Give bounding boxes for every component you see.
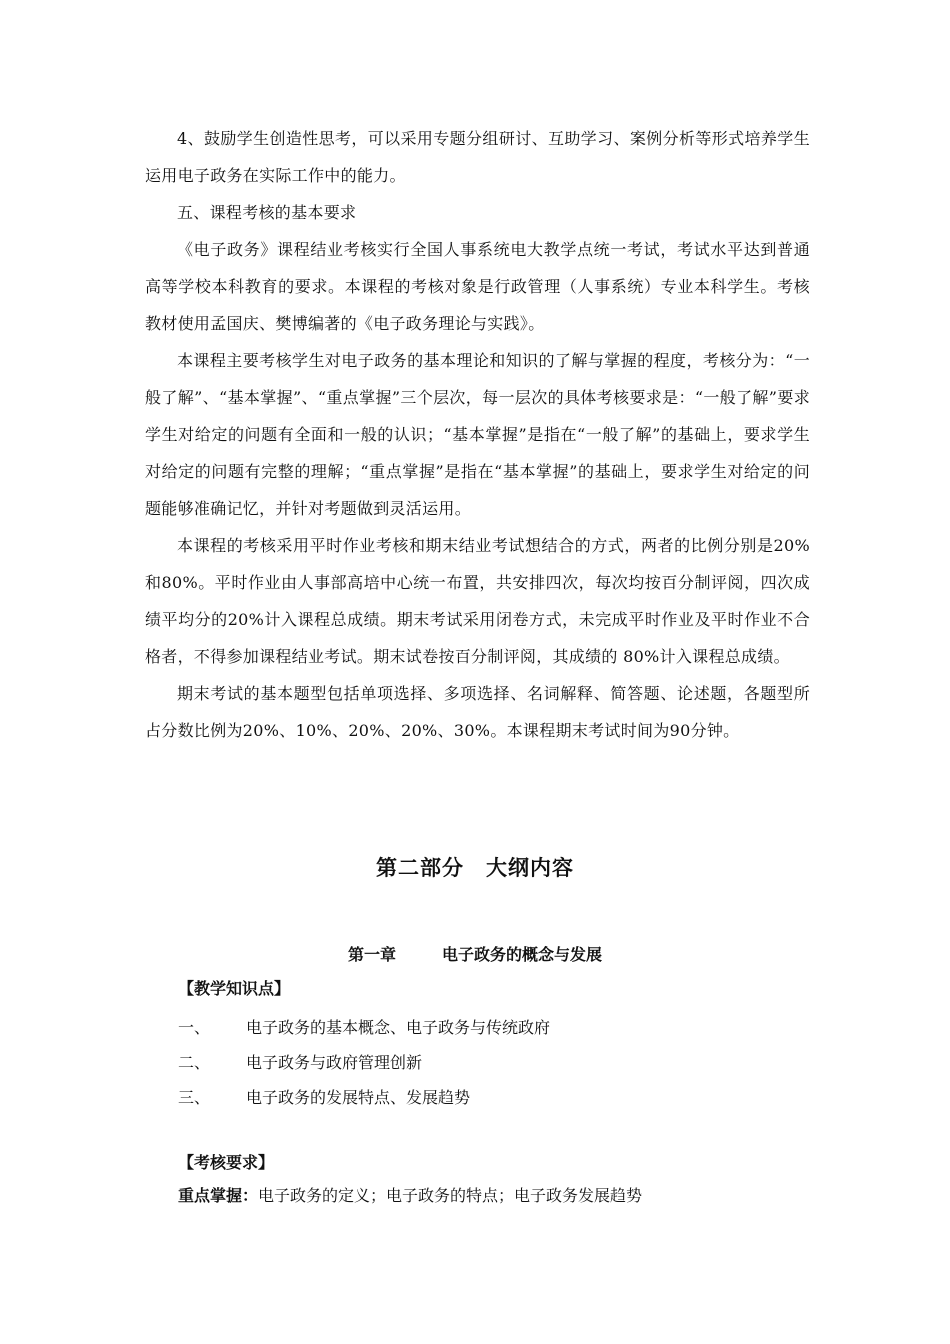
body-text: [145, 120, 810, 749]
paragraph-encourage-creativity: 4、鼓励学生创造性思考，可以采用专题分组研讨、互助学习、案例分析等形式培养学生运用电子政务在实际工作中的能力。: [145, 129, 810, 185]
list-item-number: 三、: [178, 1088, 211, 1107]
knowledge-points-heading: 【教学知识点】: [178, 979, 291, 998]
list-item: [178, 1080, 550, 1115]
requirements-label: 重点掌握：: [178, 1186, 259, 1205]
knowledge-points-list: [178, 1010, 550, 1115]
section-heading-assessment: 五、课程考核的基本要求: [177, 203, 357, 222]
requirements-line: [178, 1183, 642, 1206]
paragraph-grading-scheme: 本课程的考核采用平时作业考核和期末结业考试想结合的方式，两者的比例分别是20%和80%。平时作业由人事部高培中心统一布置，共安排四次，每次均按百分制评阅，四次成绩平均分的20%计入课程总成绩。期末考试采用闭卷方式，未完成平时作业及平时作业不合格者，不得参加课程结业考试。期末试卷按百分制评阅，其成绩的 80%计入课程总成绩。: [145, 536, 810, 666]
list-item-text: 电子政务的发展特点、发展趋势: [246, 1088, 471, 1107]
chapter-name: 电子政务的概念与发展: [442, 945, 603, 964]
list-item: [178, 1045, 550, 1080]
paragraph-assessment-levels: 本课程主要考核学生对电子政务的基本理论和知识的了解与掌握的程度，考核分为：“一般了解”、“基本掌握”、“重点掌握”三个层次，每一层次的具体考核要求是：“一般了解”要求学生对给定的问题有全面和一般的认识；“基本掌握”是指在“一般了解”的基础上，要求学生对给定的问题有完整的理解；“重点掌握”是指在“基本掌握”的基础上，要求学生对给定的问题能够准确记忆，并针对考题做到灵活运用。: [145, 351, 810, 518]
requirements-heading: 【考核要求】: [178, 1153, 275, 1172]
chapter-label: 第一章: [347, 945, 396, 964]
list-item-text: 电子政务与政府管理创新: [246, 1053, 423, 1072]
paragraph-exam-overview: 《电子政务》课程结业考核实行全国人事系统电大教学点统一考试，考试水平达到普通高等学校本科教育的要求。本课程的考核对象是行政管理（人事系统）专业本科学生。考核教材使用孟国庆、樊博编著的《电子政务理论与实践》。: [145, 240, 810, 333]
list-item-number: 一、: [178, 1018, 211, 1037]
list-item: [178, 1010, 550, 1045]
paragraph-question-types: 期末考试的基本题型包括单项选择、多项选择、名词解释、简答题、论述题，各题型所占分数比例为20%、10%、20%、20%、30%。本课程期末考试时间为90分钟。: [145, 684, 810, 740]
requirements-text: 电子政务的定义；电子政务的特点；电子政务发展趋势: [258, 1186, 643, 1205]
part-name: 大纲内容: [486, 856, 574, 880]
chapter-title: [0, 942, 950, 965]
list-item-number: 二、: [178, 1053, 211, 1072]
list-item-text: 电子政务的基本概念、电子政务与传统政府: [246, 1018, 551, 1037]
part-title: [0, 852, 950, 882]
part-label: 第二部分: [376, 856, 464, 880]
